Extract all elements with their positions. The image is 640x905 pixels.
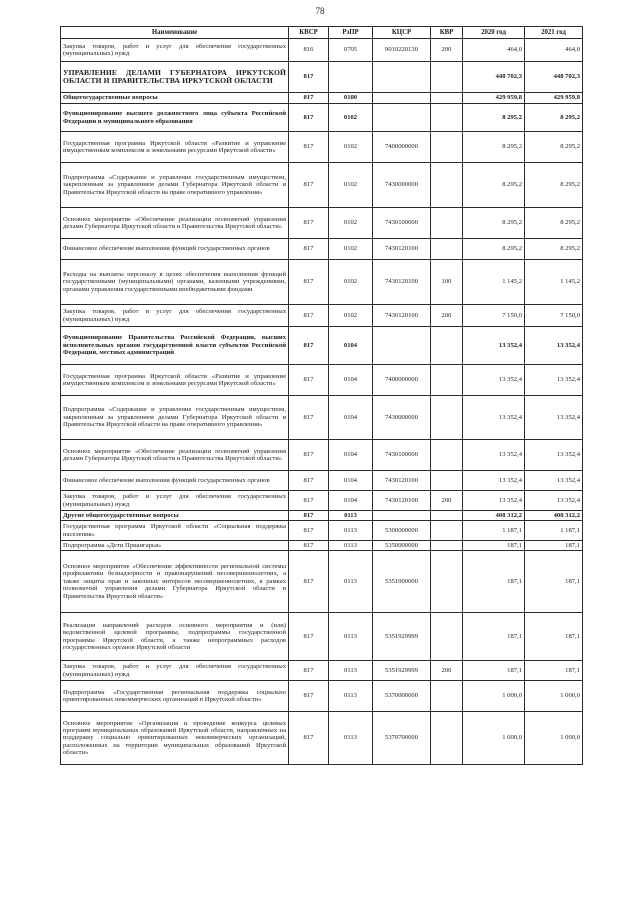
column-header-name: Наименование	[61, 27, 289, 39]
budget-table	[60, 26, 583, 765]
row-name-cell: Подпрограмма «Государственная региональная поддержка социально ориентированных некоммерческих организаций в Иркутской области»	[61, 681, 289, 712]
row-name-cell: Государственная программа Иркутской области «Социальная поддержка населения»	[61, 521, 289, 541]
row-rzpr-cell: 0100	[329, 93, 373, 104]
row-rzpr-cell: 0102	[329, 104, 373, 132]
row-kvr-cell	[431, 208, 463, 239]
table-row	[61, 208, 583, 239]
row-kvsr-cell: 817	[289, 239, 329, 260]
row-kvr-cell	[431, 365, 463, 396]
row-kvr-cell: 100	[431, 260, 463, 305]
row-2020-cell: 13 352,4	[463, 440, 525, 471]
row-2020-cell: 13 352,4	[463, 365, 525, 396]
row-kcsr-cell: 7400000000	[373, 132, 431, 163]
row-kcsr-cell	[373, 93, 431, 104]
row-kcsr-cell: 7430120100	[373, 471, 431, 491]
row-rzpr-cell: 0102	[329, 208, 373, 239]
row-kcsr-cell: 5350000000	[373, 541, 431, 551]
table-header-row	[61, 27, 583, 39]
table-row	[61, 440, 583, 471]
table-row	[61, 93, 583, 104]
table-row	[61, 541, 583, 551]
row-kvsr-cell: 816	[289, 39, 329, 62]
row-kvsr-cell: 817	[289, 681, 329, 712]
row-kvsr-cell: 817	[289, 132, 329, 163]
row-kcsr-cell: 7430100000	[373, 208, 431, 239]
row-2020-cell: 13 352,4	[463, 396, 525, 440]
row-2021-cell: 1 145,2	[525, 260, 583, 305]
row-2021-cell: 13 352,4	[525, 396, 583, 440]
row-2020-cell: 1 000,0	[463, 681, 525, 712]
row-rzpr-cell: 0102	[329, 163, 373, 208]
row-kvsr-cell: 817	[289, 365, 329, 396]
table-row	[61, 712, 583, 765]
row-name-cell: Подпрограмма «Дети Приангарья»	[61, 541, 289, 551]
row-kvsr-cell: 817	[289, 551, 329, 613]
row-2020-cell: 13 352,4	[463, 327, 525, 365]
row-kcsr-cell: 5351929999	[373, 613, 431, 661]
table-row	[61, 511, 583, 521]
row-name-cell: Государственная программа Иркутской области «Развитие и управление имущественным комплексом и земельными ресурсами Иркутской области»	[61, 365, 289, 396]
row-kvsr-cell: 817	[289, 260, 329, 305]
row-kvr-cell: 200	[431, 39, 463, 62]
row-kvsr-cell: 817	[289, 541, 329, 551]
row-2021-cell: 8 295,2	[525, 104, 583, 132]
row-rzpr-cell: 0705	[329, 39, 373, 62]
row-kvr-cell	[431, 551, 463, 613]
row-kvr-cell	[431, 104, 463, 132]
row-kcsr-cell: 7400000000	[373, 365, 431, 396]
row-2020-cell: 1 000,0	[463, 712, 525, 765]
row-kvsr-cell: 817	[289, 327, 329, 365]
row-rzpr-cell: 0104	[329, 440, 373, 471]
row-2021-cell: 8 295,2	[525, 132, 583, 163]
row-kvsr-cell: 817	[289, 104, 329, 132]
row-2021-cell: 429 959,8	[525, 93, 583, 104]
row-2020-cell: 13 352,4	[463, 471, 525, 491]
row-kcsr-cell	[373, 62, 431, 93]
table-row	[61, 327, 583, 365]
table-row	[61, 471, 583, 491]
row-name-cell: Закупка товаров, работ и услуг для обеспечения государственных (муниципальных) нужд	[61, 39, 289, 62]
row-kcsr-cell: 5300000000	[373, 521, 431, 541]
row-kvr-cell: 200	[431, 305, 463, 327]
row-kcsr-cell: 5370000000	[373, 681, 431, 712]
table-row	[61, 491, 583, 511]
row-name-cell: Основное мероприятие «Обеспечение реализации полномочий управления делами Губернатора Иркутской области и Правительства Иркутской области»	[61, 208, 289, 239]
row-name-cell: Финансовое обеспечение выполнения функций государственных органов	[61, 239, 289, 260]
row-name-cell: Другие общегосударственные вопросы	[61, 511, 289, 521]
row-kcsr-cell: 7430000000	[373, 163, 431, 208]
row-kcsr-cell: 5370700000	[373, 712, 431, 765]
row-2020-cell: 13 352,4	[463, 491, 525, 511]
table-row	[61, 661, 583, 681]
row-kvr-cell	[431, 541, 463, 551]
row-2020-cell: 187,1	[463, 613, 525, 661]
row-2021-cell: 1 000,0	[525, 681, 583, 712]
table-row	[61, 239, 583, 260]
row-rzpr-cell: 0113	[329, 661, 373, 681]
row-rzpr-cell: 0104	[329, 471, 373, 491]
row-2020-cell: 187,1	[463, 541, 525, 551]
row-kvr-cell	[431, 681, 463, 712]
table-row	[61, 39, 583, 62]
row-2021-cell: 8 295,2	[525, 239, 583, 260]
row-kcsr-cell: 7430120100	[373, 239, 431, 260]
column-header-2021: 2021 год	[525, 27, 583, 39]
row-2021-cell: 1 187,1	[525, 521, 583, 541]
row-kvsr-cell: 817	[289, 471, 329, 491]
row-kvr-cell	[431, 613, 463, 661]
row-kvr-cell	[431, 712, 463, 765]
row-name-cell: Подпрограмма «Содержание и управление государственным имуществом, закрепленным за управлением делами Губернатора Иркутской области и Правительства Иркутской области на праве оперативного управления»	[61, 163, 289, 208]
row-2021-cell: 13 352,4	[525, 327, 583, 365]
row-name-cell: Функционирование Правительства Российской Федерации, высших исполнительных органов государственной власти субъектов Российской Федерации, местных администраций	[61, 327, 289, 365]
row-name-cell: УПРАВЛЕНИЕ ДЕЛАМИ ГУБЕРНАТОРА ИРКУТСКОЙ ОБЛАСТИ И ПРАВИТЕЛЬСТВА ИРКУТСКОЙ ОБЛАСТИ	[61, 62, 289, 93]
row-rzpr-cell: 0113	[329, 613, 373, 661]
row-kvr-cell	[431, 62, 463, 93]
row-kvr-cell	[431, 132, 463, 163]
row-rzpr-cell: 0102	[329, 239, 373, 260]
row-kvr-cell	[431, 396, 463, 440]
row-kvsr-cell: 817	[289, 661, 329, 681]
row-2020-cell: 1 187,1	[463, 521, 525, 541]
column-header-kvr: КВР	[431, 27, 463, 39]
row-2021-cell: 8 295,2	[525, 163, 583, 208]
row-name-cell: Расходы на выплаты персоналу в целях обеспечения выполнения функций государственными (муниципальными) органами, казенными учреждениями, органами управления государственными внебюджетными фондами	[61, 260, 289, 305]
row-kcsr-cell	[373, 327, 431, 365]
row-kvr-cell	[431, 511, 463, 521]
row-rzpr-cell: 0104	[329, 491, 373, 511]
row-2021-cell: 448 702,3	[525, 62, 583, 93]
row-rzpr-cell: 0113	[329, 712, 373, 765]
row-2021-cell: 13 352,4	[525, 440, 583, 471]
row-kvr-cell	[431, 521, 463, 541]
row-kvr-cell	[431, 327, 463, 365]
row-2020-cell: 408 312,2	[463, 511, 525, 521]
row-2020-cell: 7 150,0	[463, 305, 525, 327]
table-row	[61, 163, 583, 208]
row-rzpr-cell	[329, 62, 373, 93]
row-kvsr-cell: 817	[289, 712, 329, 765]
row-name-cell: Государственная программа Иркутской области «Развитие и управление имущественным комплексом и земельными ресурсами Иркутской области»	[61, 132, 289, 163]
row-kvsr-cell: 817	[289, 396, 329, 440]
table-row	[61, 396, 583, 440]
row-kcsr-cell: 7430100000	[373, 440, 431, 471]
row-kcsr-cell: 7430120100	[373, 305, 431, 327]
row-kvsr-cell: 817	[289, 521, 329, 541]
table-body	[61, 39, 583, 765]
table-row	[61, 62, 583, 93]
row-name-cell: Закупка товаров, работ и услуг для обеспечения государственных (муниципальных) нужд	[61, 661, 289, 681]
table-row	[61, 305, 583, 327]
row-kcsr-cell	[373, 511, 431, 521]
row-name-cell: Основное мероприятие «Обеспечение реализации полномочий управления делами Губернатора Иркутской области и Правительства Иркутской области»	[61, 440, 289, 471]
table-row	[61, 681, 583, 712]
row-kvr-cell	[431, 239, 463, 260]
row-name-cell: Закупка товаров, работ и услуг для обеспечения государственных (муниципальных) нужд	[61, 491, 289, 511]
row-2020-cell: 8 295,2	[463, 208, 525, 239]
row-rzpr-cell: 0113	[329, 551, 373, 613]
row-2020-cell: 429 959,8	[463, 93, 525, 104]
row-kvr-cell: 200	[431, 661, 463, 681]
row-kcsr-cell: 5351929999	[373, 661, 431, 681]
row-2021-cell: 1 000,0	[525, 712, 583, 765]
row-rzpr-cell: 0113	[329, 541, 373, 551]
column-header-2020: 2020 год	[463, 27, 525, 39]
row-2021-cell: 7 150,0	[525, 305, 583, 327]
row-2020-cell: 8 295,2	[463, 104, 525, 132]
row-2020-cell: 464,0	[463, 39, 525, 62]
row-kvsr-cell: 817	[289, 511, 329, 521]
row-2021-cell: 187,1	[525, 541, 583, 551]
column-header-rzpr: РзПР	[329, 27, 373, 39]
row-2020-cell: 8 295,2	[463, 239, 525, 260]
row-rzpr-cell: 0102	[329, 260, 373, 305]
row-rzpr-cell: 0102	[329, 132, 373, 163]
row-kvsr-cell: 817	[289, 305, 329, 327]
row-rzpr-cell: 0104	[329, 365, 373, 396]
column-header-kvsr: КВСР	[289, 27, 329, 39]
table-row	[61, 365, 583, 396]
table-row	[61, 104, 583, 132]
row-name-cell: Финансовое обеспечение выполнения функций государственных органов	[61, 471, 289, 491]
row-kvr-cell	[431, 440, 463, 471]
row-kvsr-cell: 817	[289, 208, 329, 239]
row-kvsr-cell: 817	[289, 491, 329, 511]
row-kvr-cell	[431, 93, 463, 104]
row-kcsr-cell: 7430120100	[373, 260, 431, 305]
row-2020-cell: 8 295,2	[463, 132, 525, 163]
row-kcsr-cell: 9010220130	[373, 39, 431, 62]
row-kcsr-cell: 7430000000	[373, 396, 431, 440]
table-row	[61, 260, 583, 305]
row-2021-cell: 464,0	[525, 39, 583, 62]
row-kcsr-cell: 7430120100	[373, 491, 431, 511]
row-2020-cell: 448 702,3	[463, 62, 525, 93]
row-2020-cell: 1 145,2	[463, 260, 525, 305]
row-2021-cell: 187,1	[525, 661, 583, 681]
row-rzpr-cell: 0113	[329, 511, 373, 521]
row-name-cell: Основное мероприятие «Обеспечение эффективности региональной системы профилактики безнадзорности и правонарушений несовершеннолетних, а также защиты прав и законных интересов несовершеннолетних, в рамках полномочий управления делами Губернатора Иркутской области и Правительства Иркутской области»	[61, 551, 289, 613]
row-name-cell: Функционирование высшего должностного лица субъекта Российской Федерации и муниципального образования	[61, 104, 289, 132]
row-kcsr-cell	[373, 104, 431, 132]
table-row	[61, 521, 583, 541]
row-2021-cell: 8 295,2	[525, 208, 583, 239]
table-row	[61, 613, 583, 661]
row-rzpr-cell: 0113	[329, 681, 373, 712]
row-name-cell: Реализация направлений расходов основного мероприятия и (или) ведомственной целевой программы, подпрограммы государственной программы Иркутской области, а также непрограммных расходов государственных органов Иркутской области	[61, 613, 289, 661]
row-name-cell: Общегосударственные вопросы	[61, 93, 289, 104]
row-rzpr-cell: 0104	[329, 396, 373, 440]
page-number: 78	[315, 6, 325, 16]
column-header-kcsr: КЦСР	[373, 27, 431, 39]
row-name-cell: Закупка товаров, работ и услуг для обеспечения государственных (муниципальных) нужд	[61, 305, 289, 327]
row-2020-cell: 187,1	[463, 551, 525, 613]
row-name-cell: Подпрограмма «Содержание и управление государственным имуществом, закрепленным за управлением делами Губернатора Иркутской области и Правительства Иркутской области на праве оперативного управления»	[61, 396, 289, 440]
row-kvsr-cell: 817	[289, 93, 329, 104]
row-rzpr-cell: 0104	[329, 327, 373, 365]
row-kvsr-cell: 817	[289, 613, 329, 661]
row-2021-cell: 187,1	[525, 613, 583, 661]
row-kvr-cell: 200	[431, 491, 463, 511]
row-kvr-cell	[431, 471, 463, 491]
row-kcsr-cell: 5351900000	[373, 551, 431, 613]
row-kvsr-cell: 817	[289, 163, 329, 208]
row-rzpr-cell: 0113	[329, 521, 373, 541]
row-kvsr-cell: 817	[289, 440, 329, 471]
row-rzpr-cell: 0102	[329, 305, 373, 327]
row-2021-cell: 13 352,4	[525, 471, 583, 491]
row-2021-cell: 187,1	[525, 551, 583, 613]
row-2021-cell: 13 352,4	[525, 365, 583, 396]
row-kvr-cell	[431, 163, 463, 208]
row-2020-cell: 8 295,2	[463, 163, 525, 208]
row-kvsr-cell: 817	[289, 62, 329, 93]
table-row	[61, 132, 583, 163]
row-2021-cell: 13 352,4	[525, 491, 583, 511]
row-name-cell: Основное мероприятие «Организация и проведение конкурса целевых программ муниципальных образований Иркутской области, направленных на поддержку социально ориентированных некоммерческих организаций, расположенных на территории муниципальных образований Иркутской области»	[61, 712, 289, 765]
table-row	[61, 551, 583, 613]
row-2021-cell: 408 312,2	[525, 511, 583, 521]
row-2020-cell: 187,1	[463, 661, 525, 681]
